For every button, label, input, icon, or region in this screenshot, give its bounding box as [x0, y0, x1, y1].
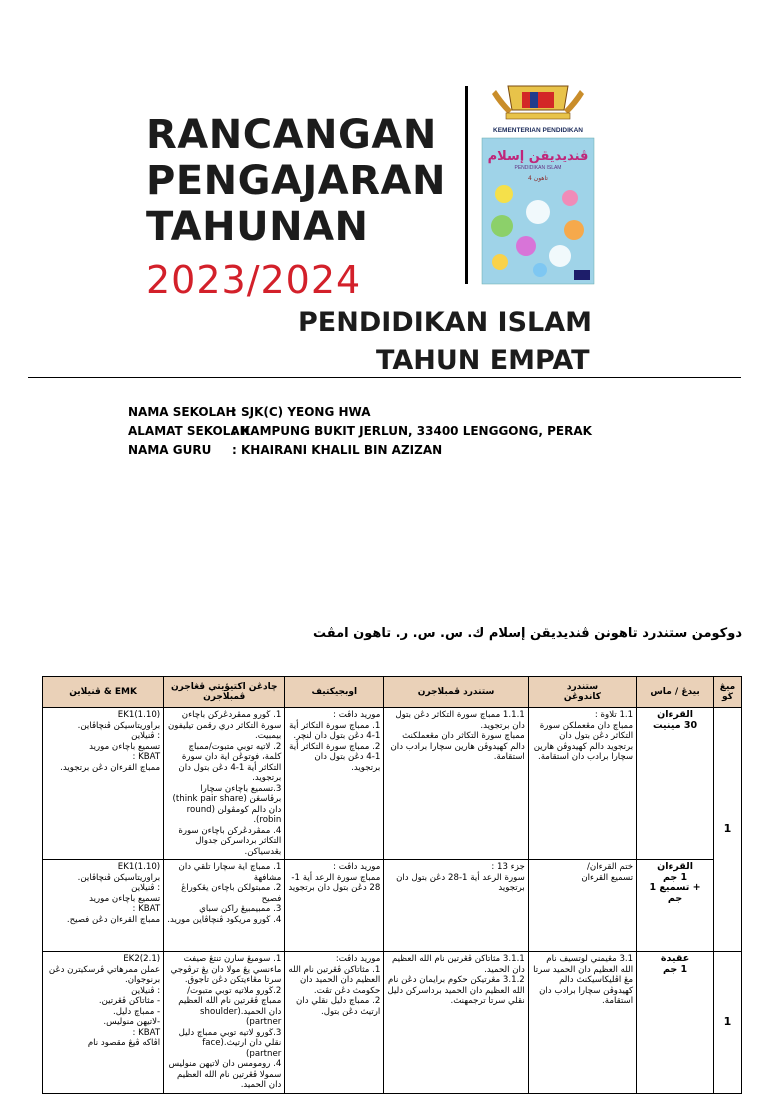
academic-year: 2023/2024: [146, 258, 362, 302]
cell-sp: جزء 13 : سورة الرعد أية 1-28 دڠن بتول دان برتجويد: [384, 860, 528, 952]
standard-document-heading: دوكومن ستندرد تاهونن ڤنديديقن إسلام ك. س. س. ر. تاهون امڤت: [312, 626, 742, 641]
header-sp: ستندرد ڤمبلاجرن: [384, 677, 528, 708]
subject-line-2: TAHUN EMPAT: [376, 345, 590, 376]
school-value: : SJK(C) YEONG HWA: [232, 405, 371, 419]
subject-heading: [298, 304, 592, 380]
table-row: [43, 860, 742, 952]
table-row: [43, 952, 742, 1094]
school-info: [128, 403, 592, 460]
header-emk: EMK & ڤنيلاين: [43, 677, 164, 708]
header-objektif: اوبجيكتيف: [285, 677, 384, 708]
cell-sk: ختم القرءان/ تسميع القرءان: [528, 860, 636, 952]
cell-emk: EK1(1.10) براوريتاسيکن ڤنچاڤاين. : ڤنيلاين تسميع باچاءن موريد KBAT : ممباچ القرءان دڠن برتجويد.: [43, 708, 164, 860]
document-title: [146, 112, 446, 250]
book-grade: تاهون 4: [528, 175, 548, 182]
title-line-1: RANCANGAN: [146, 112, 437, 158]
address-label: ALAMAT SEKOLAH: [128, 424, 250, 438]
title-divider: [465, 86, 468, 284]
book-subtitle: PENDIDIKAN ISLAM: [514, 165, 562, 171]
header-sk: ستندرد كاندوڠن: [528, 677, 636, 708]
cell-aktiviti: 1. ڬورو ممڤردڠرکن باچاءن سورة التكاثر دري رقمن تيليفون بيمبيت. 2. لاتيه توبي متبوت/ممباچ کلمة، فوتوڠن اية دان سورة التكاثر أية 1-4 دڠن بتول دان برتجويد. 3.تسميع باچاءن سچارا برڤاسڠن (think pair share) دان دالم کومڤولن (round robin). 4. ممڤردڠرکن باچاءن سورة التكاثر برداسرکن جدوال بڠدسياکن.: [164, 708, 285, 860]
teacher-row: [128, 441, 592, 460]
cell-sp: 3.1.1 مثاتاکن ڤڠرتين نام الله العظيم دان الحميد. 3.1.2 مڠرتيکن حکوم برايمان دڠن نام الله العظيم دان الحميد برداسرکن دليل نقلي سرتا ترجمهنث.: [384, 952, 528, 1094]
address-value: : KAMPUNG BUKIT JERLUN, 33400 LENGGONG, PERAK: [232, 424, 592, 438]
cell-objektif: موريد داڤت : 1. ممباچ سورة التكاثر أية 1-4 دڠن بتول دان لنچر. 2. ممباچ سورة التكاثر أية 1-4 دڠن بتول دان برتجويد.: [285, 708, 384, 860]
header-aktiviti: چادڠن اكتيؤيتي ڤڠاجرن ڤمبلاجرن: [164, 677, 285, 708]
textbook-cover-image: [478, 80, 598, 286]
malaysia-coat-of-arms-icon: [492, 86, 584, 119]
publisher-logo-icon: [574, 270, 590, 280]
school-label: NAMA SEKOLAH: [128, 405, 236, 419]
teacher-label: NAMA GURU: [128, 443, 212, 457]
table-row: [43, 708, 742, 860]
title-line-2: PENGAJARAN: [146, 158, 446, 204]
address-row: [128, 422, 592, 441]
cell-objektif: موريد داڤت: 1. مثاتاکن ڤڠرتين نام الله العظيم دان الحميد دان حکومث دڠن تڤت. 2. ممباچ دليل نقلي دان ارتيث دڠن بتول.: [285, 952, 384, 1094]
header-minggu: ميڠ ڬو: [714, 677, 742, 708]
cell-bidang: عقيدة 1 جم: [637, 952, 714, 1094]
cell-sk: 1.1 تلاوة : ممباچ دان مڠعملكن سورة التكاثر دڠن بتول دان برتجويد دالم كهيدوڤن هارين سچارا برادب دان استقامة.: [528, 708, 636, 860]
cell-emk: EK2(2.1) عملن ممرهاتي ڤرسکيترن دڠن برنوجوان. : ڤنيلاين - مثاتاکن ڤڠرتين. - ممباچ دليل. -لاتيهن منوليس. KBAT : اڤاکه ڤيڠ مقصود نام: [43, 952, 164, 1094]
title-line-3: TAHUNAN: [146, 204, 369, 250]
cell-objektif: موريد داڤت : ممباچ سورة الرعد أية 1-28 دڠن بتول دان برتجويد: [285, 860, 384, 952]
header-bidang: بيدڠ / ماس: [637, 677, 714, 708]
cell-bidang: القرءان 1 جم + تسميع 1 جم: [637, 860, 714, 952]
cell-sp: 1.1.1 ممباچ سورة التكاثر دڠن بتول دان برتجويد. ممباچ سورة التكاثر دان مڠعملكنث دالم كهيدوڤن هارين سچارا برادب دان استقامة.: [384, 708, 528, 860]
cell-week: 1: [714, 708, 742, 952]
ministry-label: KEMENTERIAN PENDIDIKAN: [493, 127, 583, 134]
cell-week: 1: [714, 952, 742, 1094]
cell-sk: 3.1 مڠيمني لوتسيف نام الله العظيم دان الحميد سرتا مڠ اڤليکاسيکنث دالم کهيدوڤن سچارا برادب دان استقامة.: [528, 952, 636, 1094]
teacher-value: : KHAIRANI KHALIL BIN AZIZAN: [232, 443, 443, 457]
header-rule: [28, 377, 741, 378]
school-row: [128, 403, 592, 422]
book-title: ڤنديديقن إسلام: [487, 149, 589, 164]
cell-aktiviti: 1. ممباچ اية سچارا تلقي دان مشافهة 2. ممبتولکن باچاءن يڠکوراڠ فصيح 3. ممبيمبيڠ راکن سباي 4. ڬورو مريکود ڤنچاڤاين موريد.: [164, 860, 285, 952]
lesson-plan-table: [42, 676, 742, 1094]
cell-emk: EK1(1.10) براوريتاسيکن ڤنچاڤاين. : ڤنيلاين تسميع باچاءن موريد KBAT : ممباچ القرءان دڠن فصيح.: [43, 860, 164, 952]
table-header-row: [43, 677, 742, 708]
cell-aktiviti: 1. سومبڠ سارن تنتڠ صيفت ماءنسي يڠ مولا دان يڠ ترڤوجي سرتا مڠاءيتکن دڠن تاجوق. 2.ڬورو ملاتيه توبي متبوت/ممباچ ڤڠرتين نام الله العظيم دان الحميد.(shoulder partner) 3.ڬورو لاتيه توبي ممباچ دليل نقلي دان ارتيث.(face partner) 4. رومومس دان لاتيهن منوليس سمولا ڤڠرتين نام الله العظيم دان الحميد.: [164, 952, 285, 1094]
cell-bidang: القرءان 30 مينيت: [637, 708, 714, 860]
subject-line-1: PENDIDIKAN ISLAM: [298, 307, 593, 338]
